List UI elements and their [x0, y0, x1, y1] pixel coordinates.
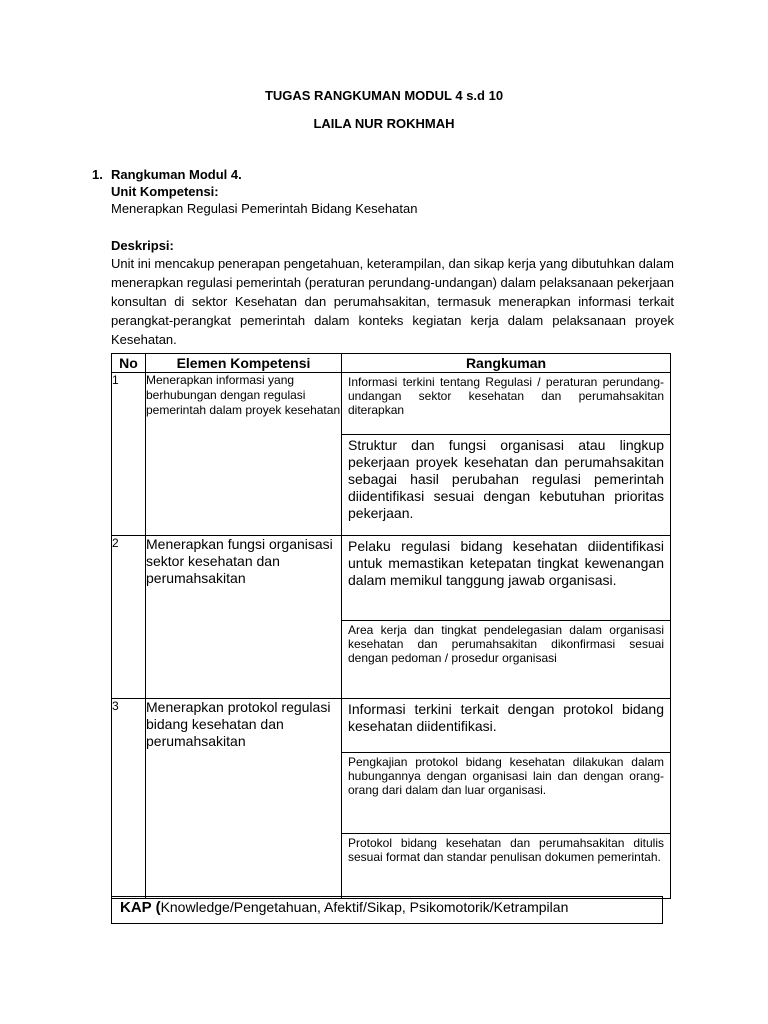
row-number: 3 — [112, 699, 146, 899]
kap-text: Knowledge/Pengetahuan, Afektif/Sikap, Psikomotorik/Ketrampilan — [160, 899, 569, 915]
description-text: Unit ini mencakup penerapan pengetahuan, keterampilan, dan sikap kerja yang dibutuhkan dalam menerapkan regulasi pemerintah (peraturan perundang-undangan) dalam pelaksanaan pekerjaan konsultan di sektor Kesehatan dan perumahsakitan, termasuk menerapkan informasi terkait perangkat-perangkat pemerintah dalam konteks kegiatan kerja dalam pelaksanaan proyek Kesehatan. — [111, 256, 674, 347]
table-row — [112, 536, 671, 699]
author-name: LAILA NUR ROKHMAH — [313, 116, 455, 131]
summary-item: Struktur dan fungsi organisasi atau lingkup pekerjaan proyek kesehatan dan perumahsakitan sebagai hasil perubahan regulasi pemerintah diidentifikasi sesuai dengan kebutuhan prioritas pekerjaan. — [348, 437, 664, 521]
element-cell: Menerapkan informasi yang berhubungan dengan regulasi pemerintah dalam proyek kesehatan — [146, 373, 342, 536]
kap-label: KAP ( — [120, 899, 161, 916]
summary-item: Pengkajian protokol bidang kesehatan dilakukan dalam hubungannya dengan organisasi lain dan dengan orang-orang dari dalam dan luar organisasi. — [342, 753, 670, 834]
table-row — [112, 699, 671, 899]
header-summary: Rangkuman — [342, 354, 671, 373]
document-title: TUGAS RANGKUMAN MODUL 4 s.d 10 — [264, 88, 504, 103]
summary-cell — [342, 699, 671, 899]
element-cell: Menerapkan fungsi organisasi sektor kesehatan dan perumahsakitan — [146, 536, 342, 699]
table-row — [112, 373, 671, 536]
summary-cell — [342, 373, 671, 536]
competency-table — [111, 353, 671, 899]
description-label: Deskripsi: — [111, 238, 174, 253]
header-element: Elemen Kompetensi — [146, 354, 342, 373]
summary-cell — [342, 536, 671, 699]
row-number: 1 — [112, 373, 146, 536]
summary-item: Protokol bidang kesehatan dan perumahsakitan ditulis sesuai format dan standar penulisan dokumen pemerintah. — [348, 836, 664, 864]
section-1 — [92, 166, 674, 349]
kap-box — [111, 896, 663, 924]
summary-item: Informasi terkini tentang Regulasi / peraturan perundang-undangan sektor kesehatan dan perumahsakitan diterapkan — [342, 373, 670, 435]
summary-item: Informasi terkini terkait dengan protokol bidang kesehatan diidentifikasi. — [342, 699, 670, 753]
section-number: 1. — [92, 167, 103, 182]
unit-label: Unit Kompetensi: — [111, 184, 219, 199]
table-header-row — [112, 354, 671, 373]
summary-item: Pelaku regulasi bidang kesehatan diidentifikasi untuk memastikan ketepatan tingkat kewenangan dalam memikul tanggung jawab organisasi. — [342, 536, 670, 621]
unit-value: Menerapkan Regulasi Pemerintah Bidang Kesehatan — [111, 201, 418, 216]
section-heading: Rangkuman Modul 4. — [111, 167, 242, 182]
element-cell: Menerapkan protokol regulasi bidang kesehatan dan perumahsakitan — [146, 699, 342, 899]
header-no: No — [112, 354, 146, 373]
row-number: 2 — [112, 536, 146, 699]
summary-item: Area kerja dan tingkat pendelegasian dalam organisasi kesehatan dan perumahsakitan dikonfirmasi sesuai dengan pedoman / prosedur organisasi — [348, 623, 664, 665]
